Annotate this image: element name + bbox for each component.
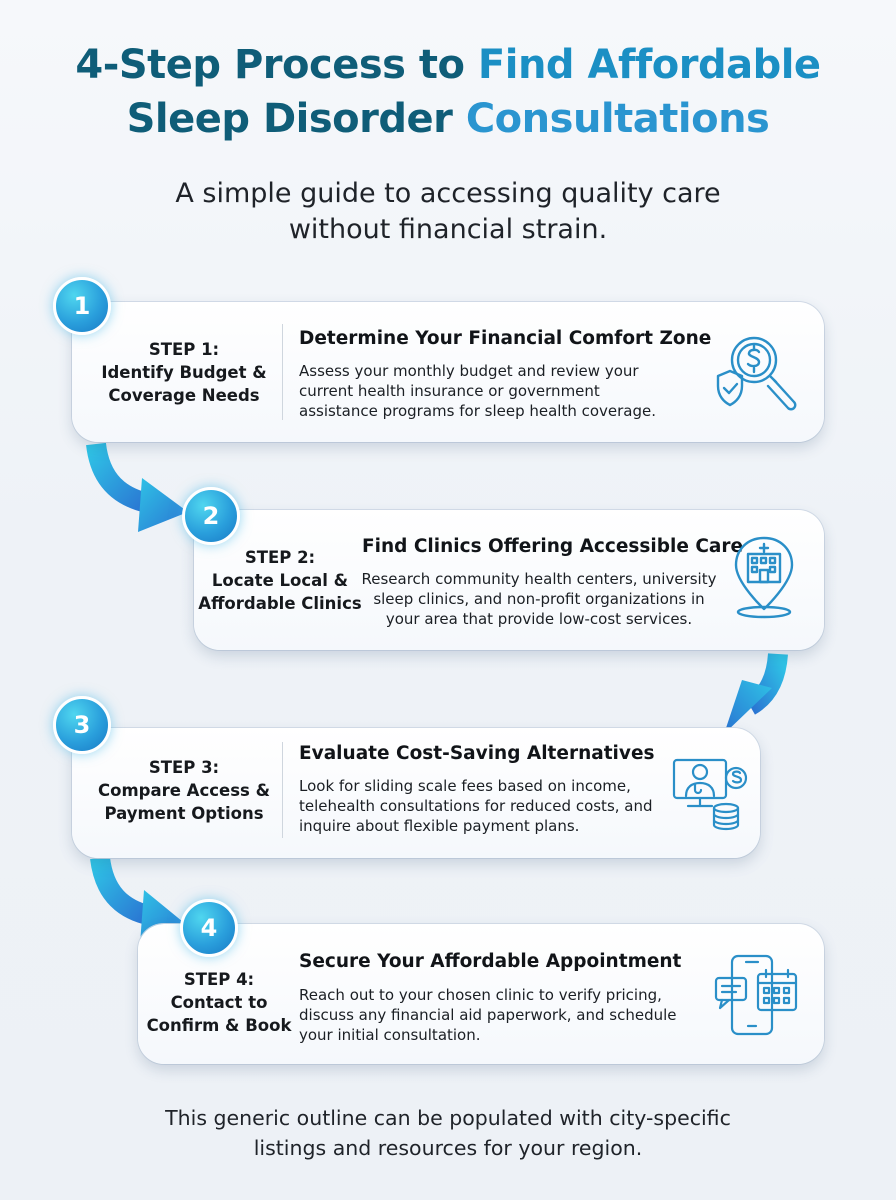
step-2-label: STEP 2: Locate Local & Affordable Clinics — [198, 548, 362, 613]
title-part-3: Sleep Disorder — [126, 96, 453, 142]
telehealth-coins-icon — [668, 748, 752, 832]
step-3-description: Look for sliding scale fees based on income, telehealth consultations for reduced costs, and inquire about flexible payment plans. — [299, 777, 653, 835]
page-title — [0, 38, 896, 146]
step-1-divider — [282, 324, 283, 420]
phone-calendar-icon — [712, 950, 802, 1040]
step-3-label: STEP 3: Compare Access & Payment Options — [98, 758, 270, 823]
title-part-1: 4-Step Process to — [75, 42, 465, 88]
step-3-title: Evaluate Cost-Saving Alternatives — [299, 743, 655, 764]
title-part-2: Find Affordable — [477, 42, 821, 88]
step-1-number-badge: 1 — [53, 277, 111, 335]
step-1-title: Determine Your Financial Comfort Zone — [299, 328, 712, 349]
step-1-description: Assess your monthly budget and review your current health insurance or government assistance programs for sleep health coverage. — [299, 362, 657, 420]
step-4-description: Reach out to your chosen clinic to verify pricing, discuss any financial aid paperwork, and schedule your initial consultation. — [299, 986, 677, 1044]
arrow-step1-to-step2 — [80, 440, 200, 540]
step-4-title: Secure Your Affordable Appointment — [299, 951, 682, 972]
footer-note — [0, 1103, 896, 1163]
footer-line-2: listings and resources for your region. — [253, 1136, 643, 1160]
subtitle-line-2: without financial strain. — [288, 214, 608, 245]
step-3-number-badge: 3 — [53, 696, 111, 754]
page-subtitle — [0, 176, 896, 248]
title-part-4: Consultations — [465, 96, 770, 142]
shield-dollar-magnifier-icon — [706, 330, 806, 414]
step-4-label: STEP 4: Contact to Confirm & Book — [146, 970, 292, 1035]
step-3-divider — [282, 742, 283, 838]
footer-line-1: This generic outline can be populated with city-specific — [165, 1106, 731, 1130]
subtitle-line-1: A simple guide to accessing quality care — [175, 178, 721, 209]
step-1-label: STEP 1: Identify Budget & Coverage Needs — [101, 340, 267, 405]
step-2-number-badge: 2 — [182, 487, 240, 545]
step-2-description: Research community health centers, university sleep clinics, and non-profit organizations in your area that provide low-cost services. — [361, 570, 717, 628]
step-4-number-badge: 4 — [180, 899, 238, 957]
clinic-location-pin-icon — [726, 534, 802, 620]
step-2-title: Find Clinics Offering Accessible Care — [362, 536, 744, 557]
